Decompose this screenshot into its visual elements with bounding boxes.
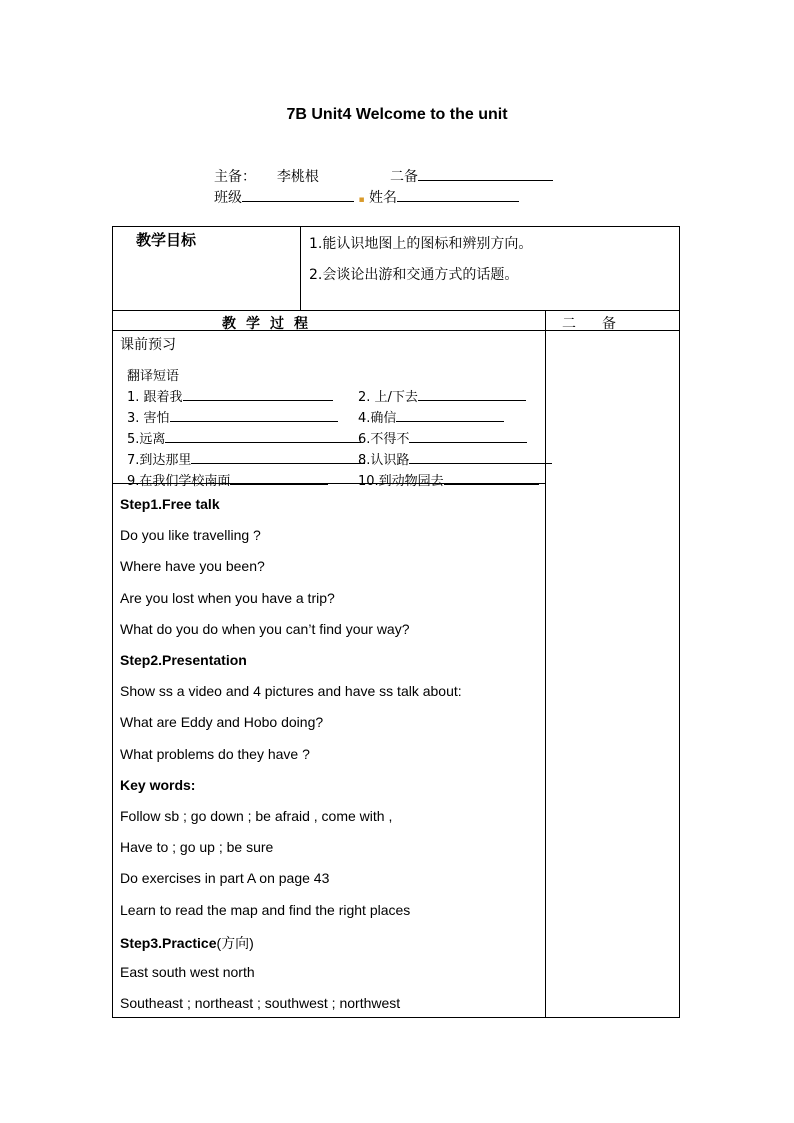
translation-item-label: 10.到动物园去	[358, 474, 444, 489]
process-header: 教学过程	[222, 316, 318, 332]
xingming-blank[interactable]	[397, 187, 519, 202]
content-line-suffix: (方向)	[216, 934, 254, 951]
translation-item-label: 8.认识路	[358, 453, 410, 468]
banji-label: 班级	[214, 190, 242, 206]
answer-blank[interactable]	[191, 450, 365, 464]
zhubei-name: 李桃根	[276, 169, 319, 185]
content-line	[120, 683, 462, 699]
translation-item	[358, 407, 504, 426]
beibei-header: 二备	[562, 316, 642, 332]
content-line	[120, 902, 410, 918]
translation-item-label: 2. 上/下去	[358, 390, 418, 405]
content-line-text: Show ss a video and 4 pictures and have ss talk about:	[120, 683, 462, 700]
content-line	[120, 746, 310, 762]
translation-item	[358, 428, 527, 447]
content-line	[120, 652, 247, 668]
translation-title: 翻译短语	[127, 369, 180, 384]
table-divider	[112, 310, 680, 311]
content-line	[120, 964, 255, 980]
content-line-text: Step2.Presentation	[120, 652, 247, 668]
zhubei-label: 主备：	[214, 169, 256, 185]
content-line	[120, 527, 261, 543]
content-line	[120, 590, 335, 606]
content-line-text: Are you lost when you have a trip?	[120, 589, 335, 606]
content-line	[120, 777, 195, 793]
content-line-text: East south west north	[120, 964, 255, 980]
content-line	[120, 558, 265, 574]
translation-item	[127, 428, 361, 447]
goals-label: 教学目标	[136, 231, 197, 249]
table-divider	[545, 310, 546, 1018]
page-title: 7B Unit4 Welcome to the unit	[286, 106, 508, 123]
goal-item: 2.会谈论出游和交通方式的话题。	[309, 267, 519, 283]
content-line	[120, 933, 254, 953]
content-line-text: What do you do when you can’t find your way?	[120, 620, 410, 637]
translation-item-label: 1. 跟着我	[127, 390, 183, 405]
content-line	[120, 839, 273, 855]
content-line-text: Do you like travelling ?	[120, 527, 261, 544]
content-line	[120, 995, 400, 1011]
content-line	[120, 621, 410, 637]
answer-blank[interactable]	[409, 429, 527, 443]
answer-blank[interactable]	[230, 471, 328, 485]
goal-item: 1.能认识地图上的图标和辨别方向。	[309, 236, 533, 252]
translation-item-label: 4.确信	[358, 411, 397, 426]
translation-item-label: 7.到达那里	[127, 453, 192, 468]
content-line-text: What problems do they have ?	[120, 745, 310, 762]
content-line-text: Follow sb ; go down ; be afraid , come with ,	[120, 808, 393, 824]
translation-item	[127, 449, 365, 468]
answer-blank[interactable]	[183, 387, 333, 401]
preview-label: 课前预习	[120, 337, 176, 353]
translation-item-label: 6.不得不	[358, 432, 410, 447]
answer-blank[interactable]	[396, 408, 504, 422]
content-line	[120, 808, 392, 824]
table-divider	[300, 226, 301, 310]
translation-item	[358, 449, 552, 468]
translation-item	[358, 470, 539, 489]
content-line-text: Where have you been?	[120, 558, 265, 575]
erbei-label: 二备	[390, 169, 418, 185]
content-line-text: Have to ; go up ; be sure	[120, 839, 274, 856]
answer-blank[interactable]	[409, 450, 552, 464]
marker-dot: ▪	[358, 195, 365, 205]
translation-item-label: 3. 害怕	[127, 411, 170, 426]
content-line-text: Key words:	[120, 776, 196, 793]
content-line	[120, 714, 323, 730]
answer-blank[interactable]	[170, 408, 338, 422]
meta-row-1	[214, 166, 319, 186]
answer-blank[interactable]	[418, 387, 526, 401]
answer-blank[interactable]	[444, 471, 539, 485]
translation-item-label: 5.远离	[127, 432, 166, 447]
xingming-label: 姓名	[369, 190, 398, 206]
content-line-text: Learn to read the map and find the right places	[120, 901, 411, 918]
erbei-blank[interactable]	[418, 166, 553, 181]
translation-item	[127, 407, 338, 426]
translation-item	[127, 386, 333, 405]
content-line-text: Do exercises in part A on page 43	[120, 870, 330, 887]
answer-blank[interactable]	[165, 429, 361, 443]
banji-blank[interactable]	[242, 187, 354, 202]
content-line-text: Step1.Free talk	[120, 496, 220, 512]
content-line-text: What are Eddy and Hobo doing?	[120, 714, 324, 731]
translation-item	[127, 470, 328, 489]
erbei-field	[390, 166, 553, 186]
banji-field	[214, 187, 519, 207]
translation-item-label: 9.在我们学校南面	[127, 474, 231, 489]
content-line	[120, 870, 329, 886]
content-line	[120, 496, 220, 512]
translation-item	[358, 386, 526, 405]
content-line-text: Southeast ; northeast ; southwest ; northwest	[120, 995, 401, 1012]
content-line-text: Step3.Practice	[120, 934, 217, 951]
